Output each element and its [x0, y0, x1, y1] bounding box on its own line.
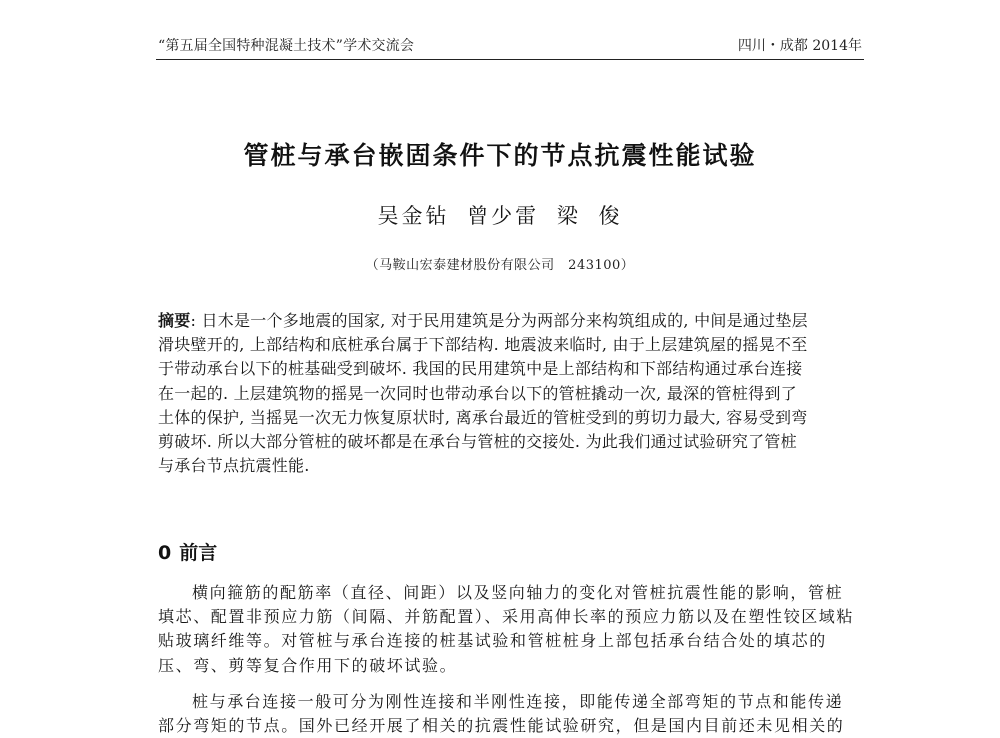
paragraph-line: 部分弯矩的节点。国外已经开展了相关的抗震性能试验研究，但是国内目前还未见相关的 [158, 716, 845, 736]
abstract-line: 土体的保护, 当摇晃一次无力恢复原状时, 离承台最近的管桩受到的剪切力最大, 容易受到弯 [158, 407, 808, 427]
paragraph-line: 压、弯、剪等复合作用下的破坏试验。 [158, 655, 458, 675]
abstract [158, 309, 870, 478]
abstract-line: 滑块壁开的, 上部结构和底桩承台属于下部结构. 地震波来临时, 由于上层建筑屋的摇晃不至 [158, 335, 808, 355]
body-paragraph [158, 581, 870, 678]
abstract-line: 摘要: 日木是一个多地震的国家, 对于民用建筑是分为两部分来构筑组成的, 中间是通过垫层 [158, 311, 808, 330]
section-title: 前言 [179, 542, 218, 564]
abstract-label: 摘要 [158, 311, 191, 330]
paragraph-line: 桩与承台连接一般可分为刚性连接和半刚性连接，即能传递全部弯矩的节点和能传递 [192, 692, 844, 711]
paragraph-line: 横向箍筋的配筋率（直径、间距）以及竖向轴力的变化对管桩抗震性能的影响，管桩 [192, 583, 844, 602]
body-paragraph [158, 690, 870, 738]
section-number: 0 [158, 542, 172, 564]
section-heading [158, 538, 217, 565]
header-rule [156, 59, 864, 60]
affiliation: （马鞍山宏泰建材股份有限公司 243100） [365, 258, 635, 273]
paper-title: 管桩与承台嵌固条件下的节点抗震性能试验 [243, 141, 757, 170]
venue-and-year: 四川・成都 2014年 [737, 38, 862, 54]
paragraph-line: 贴玻璃纤维等。对管桩与承台连接的桩基试验和管桩桩身上部包括承台结合处的填芯的 [158, 631, 827, 651]
abstract-line: 剪破坏. 所以大部分管桩的破坏都是在承台与管桩的交接处. 为此我们通过试验研究了管桩 [158, 432, 797, 452]
abstract-line: 与承台节点抗震性能. [158, 456, 310, 476]
running-header [158, 36, 862, 58]
abstract-line: 于带动承台以下的桩基础受到破坏. 我国的民用建筑中是上部结构和下部结构通过承台连接 [158, 359, 803, 379]
abstract-line: 在一起的. 上层建筑物的摇晃一次同时也带动承台以下的管桩撬动一次, 最深的管桩得到了 [158, 383, 797, 403]
paragraph-line: 填芯、配置非预应力筋（间隔、并筋配置）、采用高伸长率的预应力筋以及在塑性铰区域粘 [158, 607, 855, 627]
conference-name: “第五届全国特种混凝土技术”学术交流会 [158, 38, 415, 54]
author-list: 吴金钻 曾少雷 梁 俊 [377, 204, 623, 228]
